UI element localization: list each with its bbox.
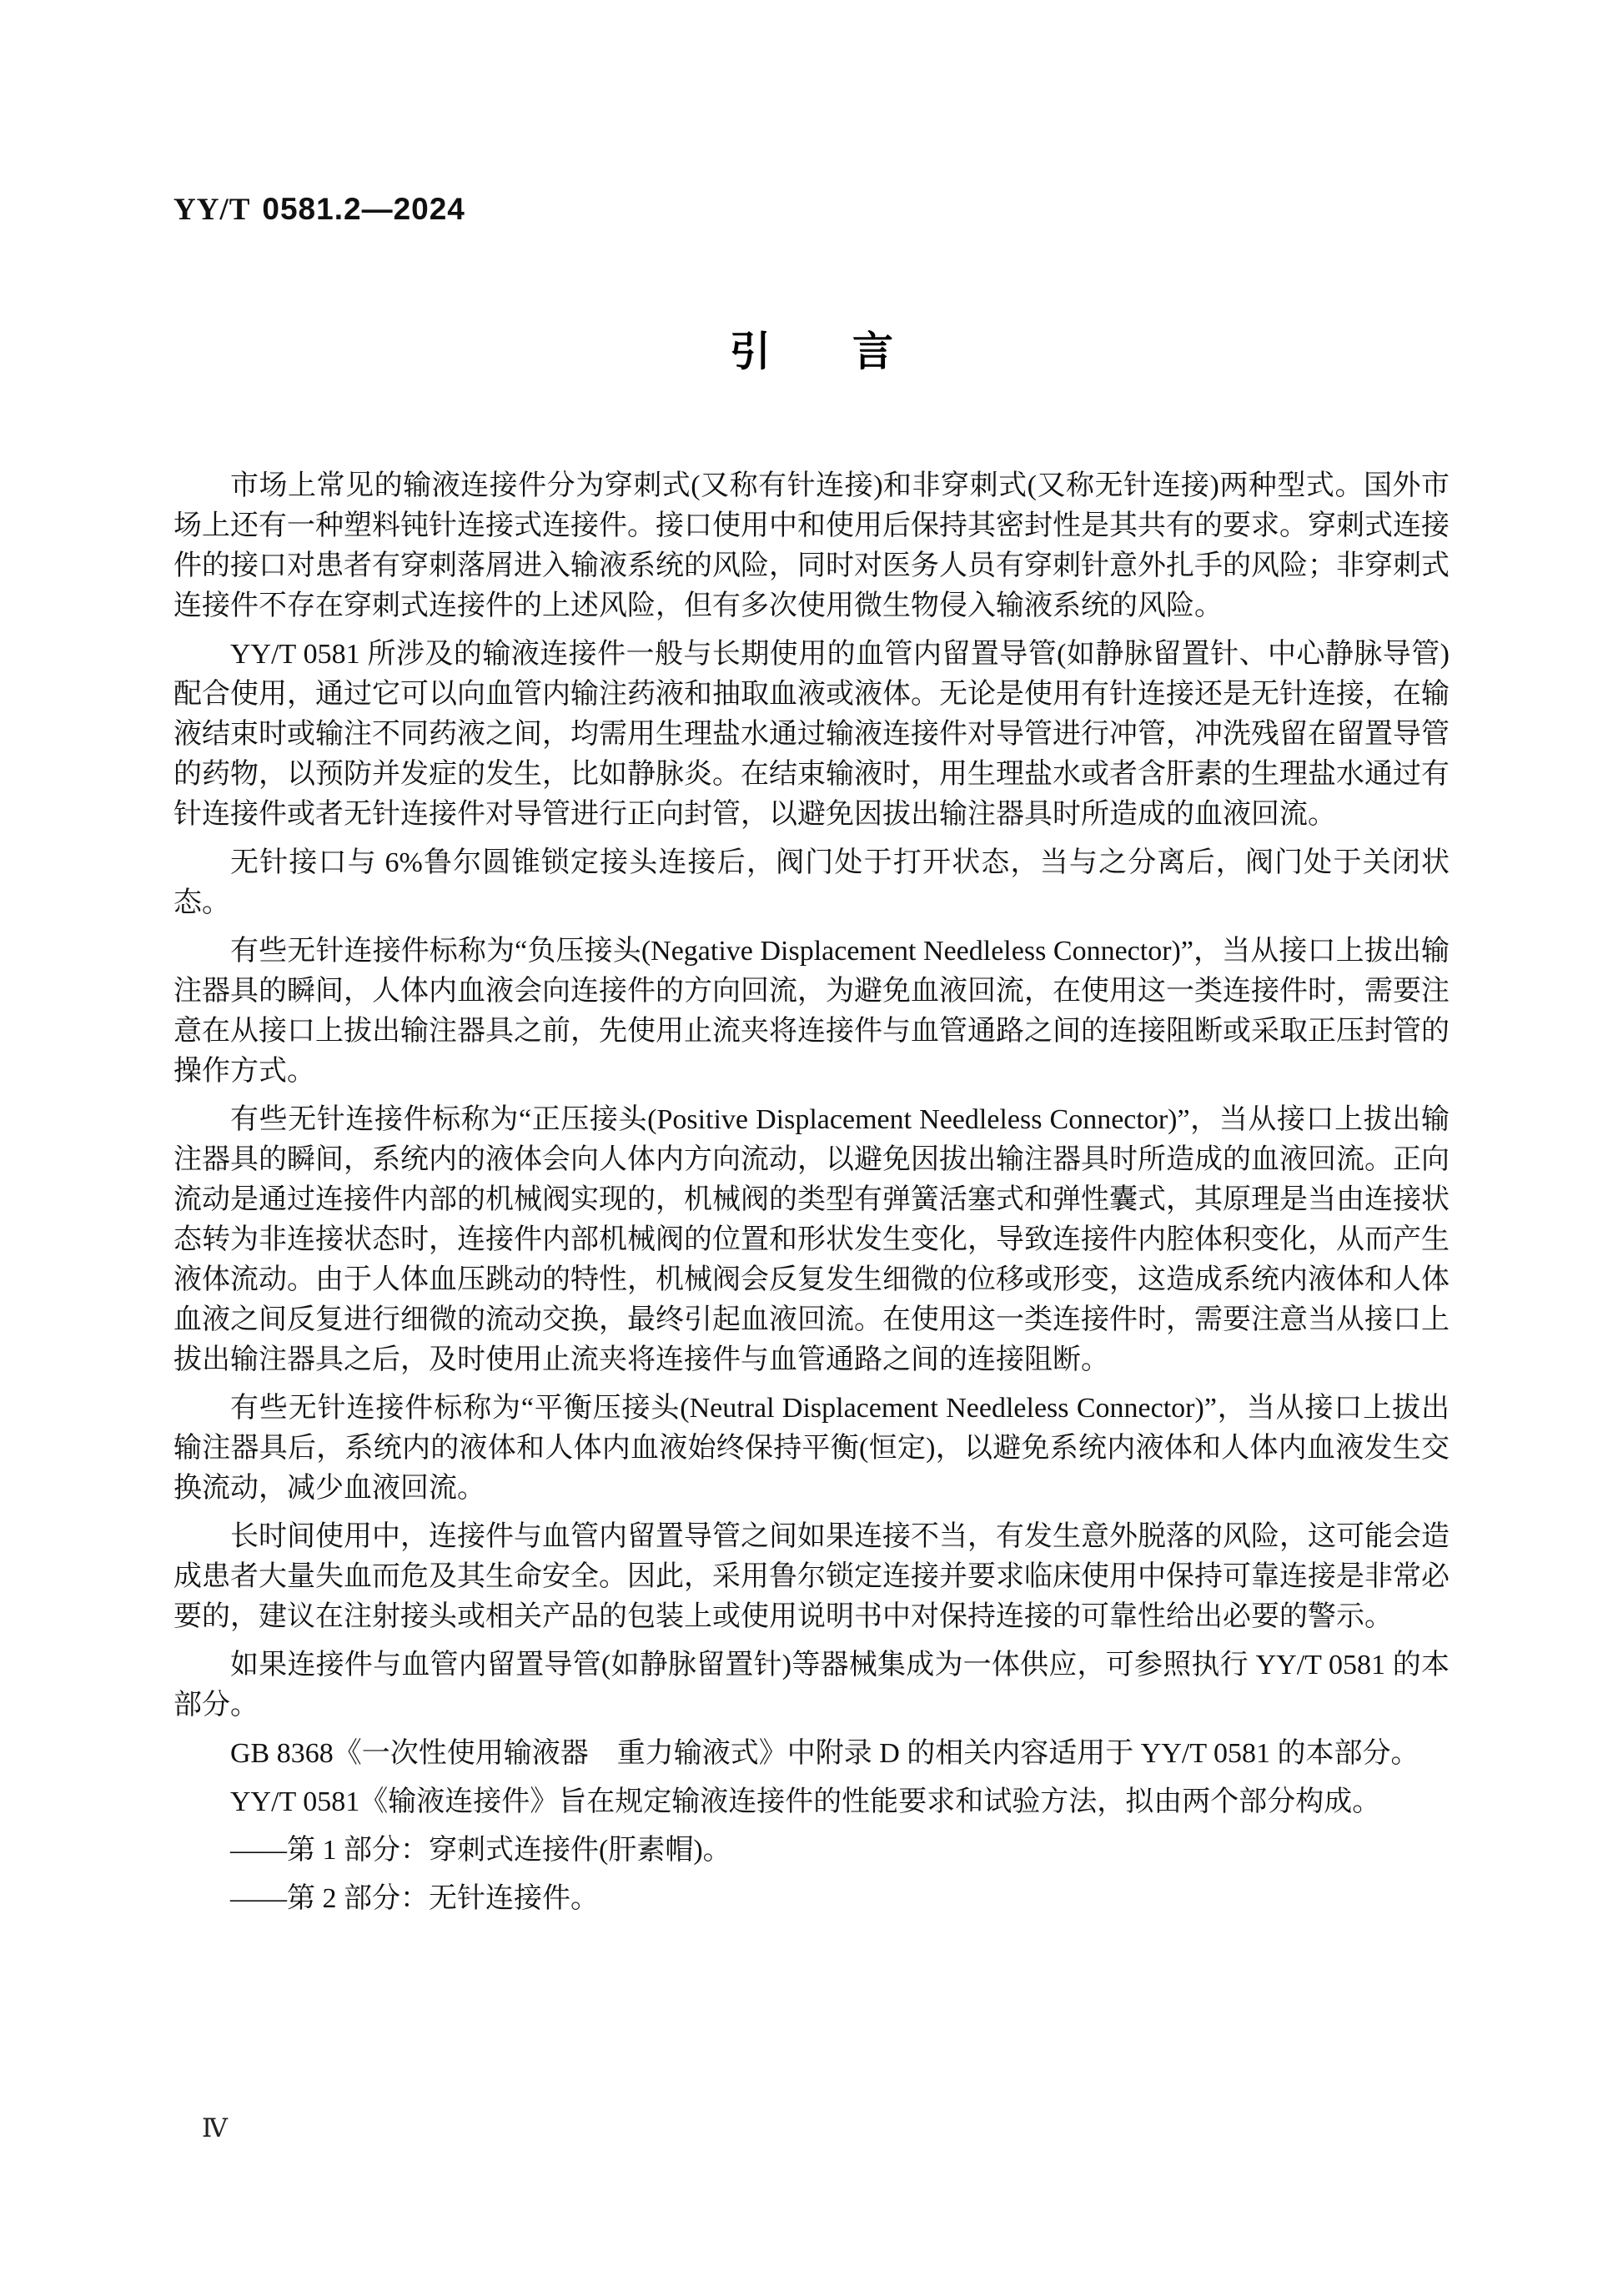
standard-number — [173, 192, 465, 228]
page-title: 引 言 — [729, 329, 893, 374]
standard-code: 0581.2—2024 — [262, 192, 465, 226]
paragraph-2: YY/T 0581 所涉及的输液连接件一般与长期使用的血管内留置导管(如静脉留置针、中心静脉导管)配合使用，通过它可以向血管内输注药液和抽取血液或液体。无论是使用有针连接还是无针连接，在输液结束时或输注不同药液之间，均需用生理盐水通过输液连接件对导管进行冲管，冲洗残留在留置导管的药物，以预防并发症的发生，比如静脉炎。在结束输液时，用生理盐水或者含肝素的生理盐水通过有针连接件或者无针连接件对导管进行正向封管，以避免因拔出输注器具时所造成的血液回流。 — [173, 639, 1450, 830]
paragraph-1: 市场上常见的输液连接件分为穿刺式(又称有针连接)和非穿刺式(又称无针连接)两种型式。国外市场上还有一种塑料钝针连接式连接件。接口使用中和使用后保持其密封性是其共有的要求。穿刺式连接件的接口对患者有穿刺落屑进入输液系统的风险，同时对医务人员有穿刺针意外扎手的风险；非穿刺式连接件不存在穿刺式连接件的上述风险，但有多次使用微生物侵入输液系统的风险。 — [173, 470, 1450, 621]
paragraph-7: 长时间使用中，连接件与血管内留置导管之间如果连接不当，有发生意外脱落的风险，这可能会造成患者大量失血而危及其生命安全。因此，采用鲁尔锁定连接并要求临床使用中保持可靠连接是非常必要的，建议在注射接头或相关产品的包装上或使用说明书中对保持连接的可靠性给出必要的警示。 — [173, 1521, 1450, 1632]
paragraph-4: 有些无针连接件标称为“负压接头(Negative Displacement Needleless Connector)”，当从接口上拔出输注器具的瞬间，人体内血液会向连接件的方向回流，为避免血液回流，在使用这一类连接件时，需要注意在从接口上拔出输注器具之前，先使用止流夹将连接件与血管通路之间的连接阻断或采取正压封管的操作方式。 — [173, 936, 1450, 1087]
list-item-part-2: ——第 2 部分：无针连接件。 — [230, 1883, 599, 1914]
paragraph-10: YY/T 0581《输液连接件》旨在规定输液连接件的性能要求和试验方法，拟由两个部分构成。 — [230, 1786, 1381, 1817]
introduction-body — [173, 466, 1450, 1919]
paragraph-9: GB 8368《一次性使用输液器 重力输液式》中附录 D 的相关内容适用于 YY/T 0581 的本部分。 — [230, 1738, 1419, 1769]
paragraph-8: 如果连接件与血管内留置导管(如静脉留置针)等器械集成为一体供应，可参照执行 YY/T 0581 的本部分。 — [173, 1650, 1450, 1721]
paragraph-3: 无针接口与 6%鲁尔圆锥锁定接头连接后，阀门处于打开状态，当与之分离后，阀门处于关闭状态。 — [173, 847, 1450, 918]
standard-prefix: YY/T — [173, 193, 251, 227]
list-item-part-1: ——第 1 部分：穿刺式连接件(肝素帽)。 — [230, 1835, 731, 1866]
paragraph-6: 有些无针连接件标称为“平衡压接头(Neutral Displacement Needleless Connector)”，当从接口上拔出输注器具后，系统内的液体和人体内血液始终保持平衡(恒定)，以避免系统内液体和人体内血液发生交换流动，减少血液回流。 — [173, 1393, 1450, 1504]
paragraph-5: 有些无针连接件标称为“正压接头(Positive Displacement Needleless Connector)”，当从接口上拔出输注器具的瞬间，系统内的液体会向人体内方向流动，以避免因拔出输注器具时所造成的血液回流。正向流动是通过连接件内部的机械阀实现的，机械阀的类型有弹簧活塞式和弹性囊式，其原理是当由连接状态转为非连接状态时，连接件内部机械阀的位置和形状发生变化，导致连接件内腔体积变化，从而产生液体流动。由于人体血压跳动的特性，机械阀会反复发生细微的位移或形变，这造成系统内液体和人体血液之间反复进行细微的流动交换，最终引起血液回流。在使用这一类连接件时，需要注意当从接口上拔出输注器具之后，及时使用止流夹将连接件与血管通路之间的连接阻断。 — [173, 1104, 1450, 1375]
page-number: Ⅳ — [202, 2113, 228, 2143]
